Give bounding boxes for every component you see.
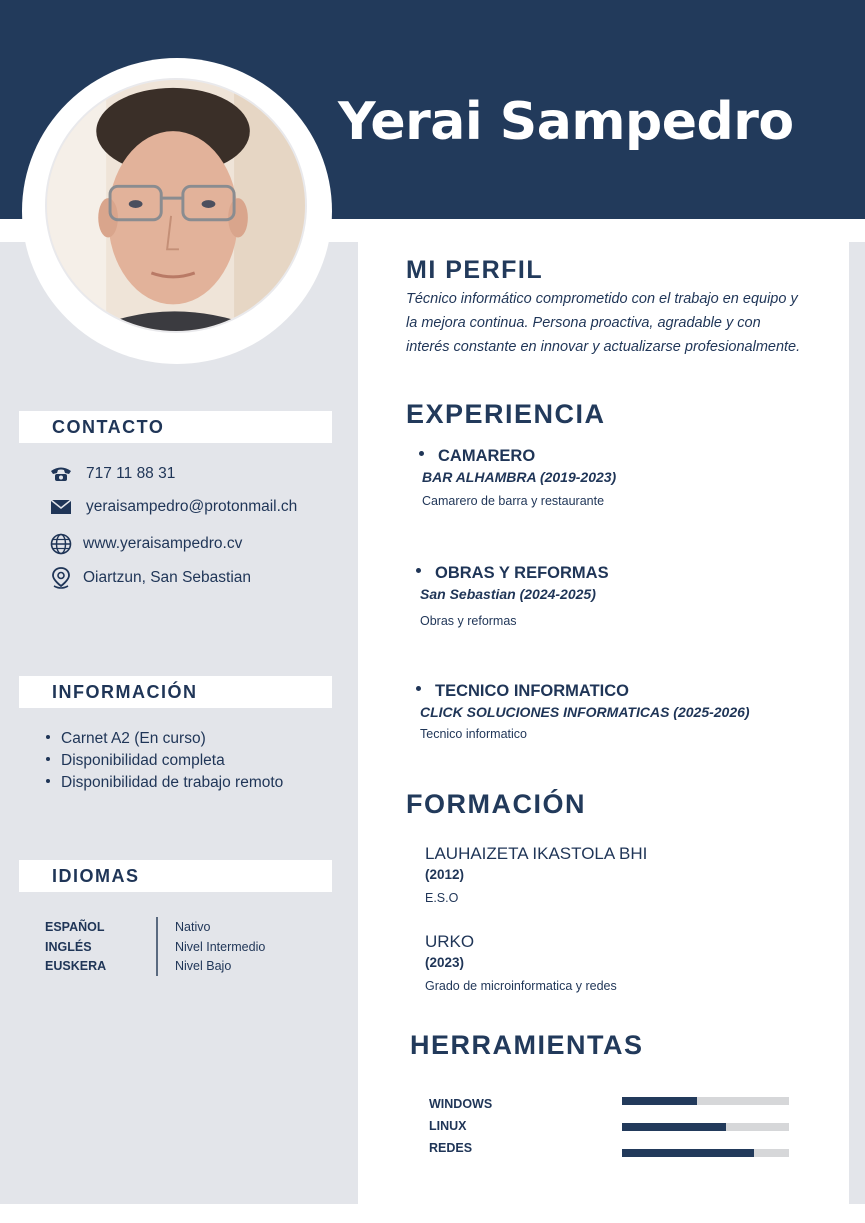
job-company: BAR ALHAMBRA (2019-2023) <box>422 469 617 485</box>
location-pin-icon <box>48 567 74 589</box>
job-title: TECNICO INFORMATICO <box>416 682 750 701</box>
education-entry <box>425 932 617 993</box>
language-level: Nivel Intermedio <box>175 939 266 954</box>
education-year: (2012) <box>425 867 465 882</box>
job-entry <box>419 447 616 508</box>
contact-website[interactable] <box>48 532 242 556</box>
school-name: LAUHAIZETA IKASTOLA BHI <box>425 844 648 863</box>
profile-text: Técnico informático comprometido con el trabajo en equipo y la mejora continua. Persona proactiva, agradable y con interés constante en innovar y actualizarse profesionalmente. <box>406 291 801 355</box>
job-entry <box>416 682 750 741</box>
phone-icon <box>48 463 74 485</box>
phone-number: 717 11 88 31 <box>86 465 176 482</box>
tools-title: HERRAMIENTAS <box>410 1030 644 1060</box>
education-year: (2023) <box>425 955 465 970</box>
tool-level-fill <box>622 1123 726 1131</box>
contact-location <box>48 566 251 590</box>
info-title: INFORMACIÓN <box>52 682 198 702</box>
education-entry <box>425 844 647 905</box>
profile-photo <box>45 78 307 333</box>
languages-title: IDIOMAS <box>52 866 140 886</box>
language-name: INGLÉS <box>45 939 92 954</box>
tool-level-bar <box>622 1097 789 1105</box>
job-title: CAMARERO <box>419 447 616 466</box>
info-section-label <box>19 676 332 708</box>
globe-icon <box>48 533 74 555</box>
job-description: Obras y reformas <box>420 614 517 628</box>
tool-level-bar <box>622 1123 789 1131</box>
info-list <box>46 728 283 794</box>
job-description: Camarero de barra y restaurante <box>422 494 605 508</box>
language-name: ESPAÑOL <box>45 920 105 934</box>
education-degree: E.S.O <box>425 891 459 905</box>
info-item: Disponibilidad de trabajo remoto <box>46 772 283 794</box>
mail-icon <box>48 496 74 518</box>
job-company: CLICK SOLUCIONES INFORMATICAS (2025-2026) <box>420 704 750 720</box>
right-decorative-strip <box>849 242 865 1204</box>
job-title: OBRAS Y REFORMAS <box>416 564 609 583</box>
job-description: Tecnico informatico <box>420 727 527 741</box>
contact-section-label <box>19 411 332 443</box>
language-divider <box>156 917 158 976</box>
experience-title: EXPERIENCIA <box>406 399 606 429</box>
info-item: Disponibilidad completa <box>46 750 283 772</box>
language-level: Nivel Bajo <box>175 959 232 973</box>
school-name: URKO <box>425 932 475 951</box>
language-level: Nativo <box>175 920 211 934</box>
job-company: San Sebastian (2024-2025) <box>420 586 596 602</box>
contact-email[interactable] <box>48 495 297 519</box>
job-entry <box>416 564 609 628</box>
language-name: EUSKERA <box>45 959 107 973</box>
email-address[interactable]: yeraisampedro@protonmail.ch <box>86 498 298 515</box>
info-item: Carnet A2 (En curso) <box>46 728 283 750</box>
tool-level-fill <box>622 1149 754 1157</box>
full-name: Yerai Sampedro <box>338 92 794 152</box>
languages-section-label <box>19 860 332 892</box>
website-url[interactable]: www.yeraisampedro.cv <box>83 535 243 552</box>
contact-phone <box>48 462 175 486</box>
tool-name: REDES <box>429 1141 473 1155</box>
sidebar-background <box>0 242 358 1204</box>
location-text: Oiartzun, San Sebastian <box>83 569 252 586</box>
contact-title: CONTACTO <box>52 417 165 437</box>
education-title: FORMACIÓN <box>406 789 586 819</box>
tool-name: WINDOWS <box>429 1097 493 1111</box>
language-names <box>45 918 106 977</box>
tool-level-bar <box>622 1149 789 1157</box>
tool-name: LINUX <box>429 1119 467 1133</box>
tool-level-fill <box>622 1097 697 1105</box>
language-levels <box>175 918 265 977</box>
education-degree: Grado de microinformatica y redes <box>425 979 617 993</box>
profile-title: MI PERFIL <box>406 256 544 284</box>
